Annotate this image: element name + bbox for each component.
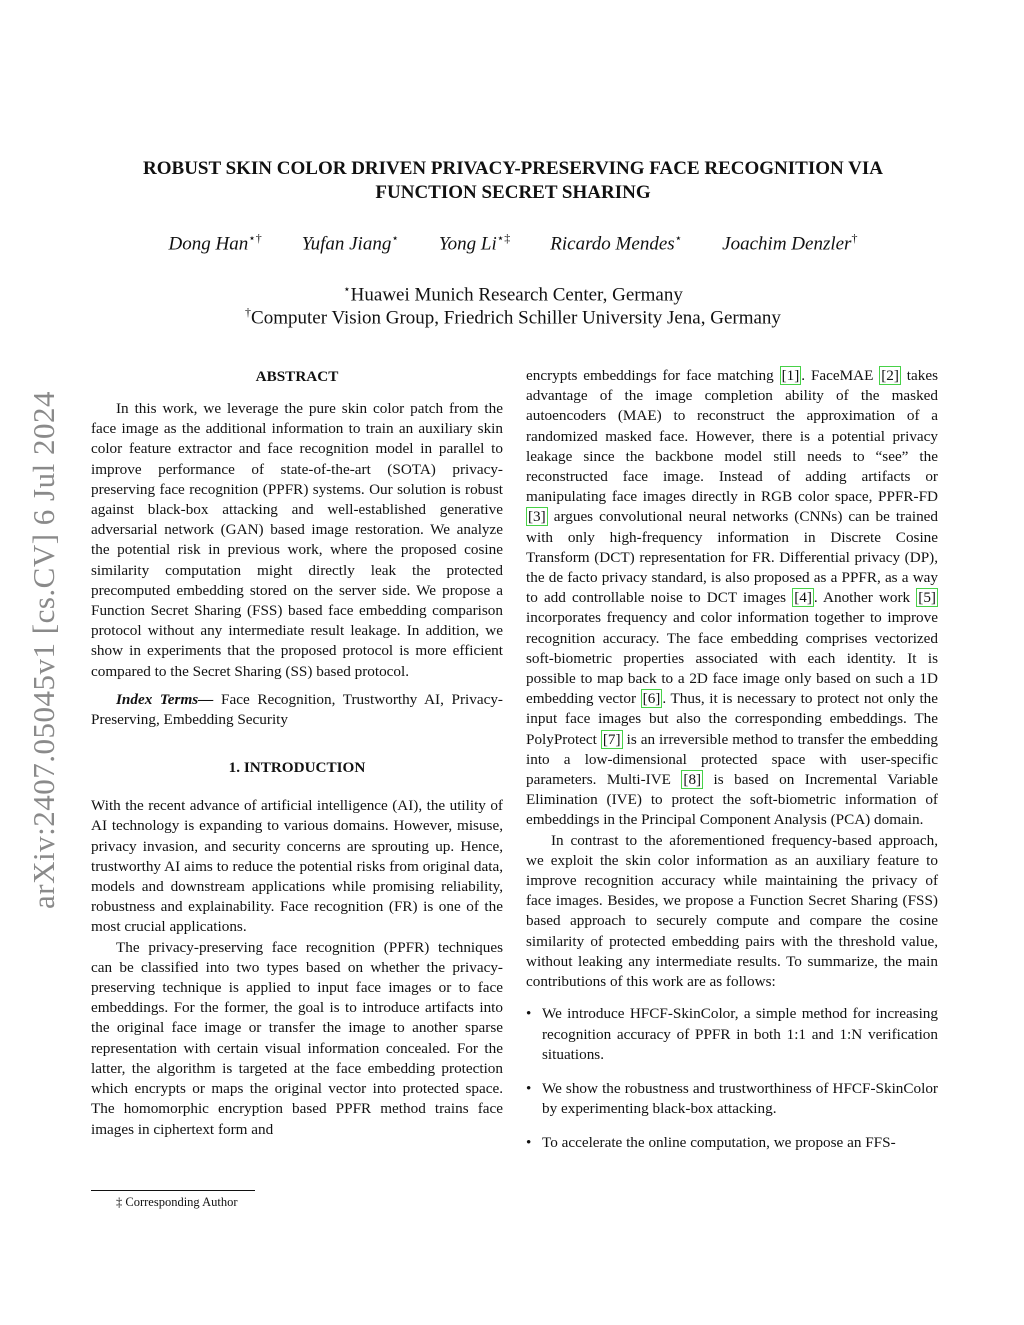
- intro-paragraph: In contrast to the aforementioned frequency-based approach, we exploit the skin color information as an auxiliary feature to improve recognition accuracy while maintaining the privacy of face images. Besides, we propose a Function Secret Sharing (FSS) based approach to securely compute and compare the cosine similarity of protected embedding pairs with the threshold value, without leaking any intermediate results. To summarize, the main contributions of this work are as follows:: [526, 831, 938, 991]
- introduction-heading: 1. INTRODUCTION: [228, 759, 366, 777]
- index-terms-label: Index Terms—: [116, 690, 214, 708]
- citation-link[interactable]: [7]: [602, 730, 621, 748]
- author: Ricardo Mendes⋆: [550, 231, 683, 255]
- left-column: [91, 366, 503, 1140]
- citation-link[interactable]: [3]: [528, 508, 546, 526]
- intro-paragraph: encrypts embeddings for face matching [1] . FaceMAE [2] takes advantage of the image completion ability of the masked autoencoders (MAE) to reconstruct the approximation of a randomized masked face. However, there is a potential privacy leakage since the backbone model still needs to “see” the reconstructed face image. Instead of adding artifacts or manipulating face images directly in RGB color space, PPFR-FD [3] argues convolutional neural networks (CNNs) can be trained with only high-frequency information in Discrete Cosine Transform (DCT) representation for FR. Differential privacy (DP), the de facto privacy standard, is also proposed as a PPFR, as a way to add controllable noise to DCT images [4] . Another work [5] incorporates frequency and color information together to improve recognition accuracy. The face embedding comprises vectorized soft-biometric properties associated with each identity. It is possible to map back to a 2D face image only based on such a 1D embedding vector [6] . Thus, it is necessary to protect not only the input face images but also the corresponding embeddings. The PolyProtect [7] is an irreversible method to transfer the embedding into a low-dimensional protected space with user-specific parameters. Multi-IVE [8] is based on Incremental Variable Elimination (IVE) to protect the soft-biometric information of embeddings in the Principal Component Analysis (PCA) domain.: [526, 367, 939, 829]
- list-item: • To accelerate the online computation, we propose an FFS-: [526, 1133, 938, 1153]
- citation-link[interactable]: [6]: [642, 690, 661, 708]
- citation-link[interactable]: [4]: [794, 589, 812, 607]
- intro-paragraph: With the recent advance of artificial intelligence (AI), the utility of AI technology is expanding to various domains. However, misuse, privacy invasion, and security concerns are sprouting up. Hence, trustworthy AI aims to reduce the potential risks from original data, models and downstream applications while promising reliability, robustness and explainability. Face recognition (FR) is one of the most crucial applications.: [91, 797, 503, 936]
- affiliation-jena: †Computer Vision Group, Friedrich Schiller University Jena, Germany: [245, 305, 781, 329]
- citation-link[interactable]: [8]: [683, 771, 702, 789]
- list-item: • We introduce HFCF-SkinColor, a simple method for increasing recognition accuracy of PPFR in both 1:1 and 1:N verification situations.: [526, 1004, 938, 1065]
- author: Yong Li⋆‡: [438, 231, 511, 255]
- author: Joachim Denzler†: [722, 231, 858, 255]
- arxiv-stamp: [0, 0, 70, 1325]
- right-column: [526, 366, 938, 1168]
- footnote: ‡ Corresponding Author: [116, 1195, 238, 1209]
- citation-link[interactable]: [2]: [881, 367, 899, 384]
- citation-link[interactable]: [5]: [918, 589, 936, 607]
- list-item: • We show the robustness and trustworthiness of HFCF-SkinColor by experimenting black-box attacking.: [526, 1079, 938, 1119]
- affiliation-huawei: ⋆Huawei Munich Research Center, Germany: [343, 282, 683, 306]
- arxiv-identifier: arXiv:2407.05045v1 [cs.CV] 6 Jul 2024: [26, 391, 61, 909]
- intro-paragraph: The privacy-preserving face recognition (PPFR) techniques can be classified into two types based on whether the privacy-preserving technique is applied to input face images or to face embeddings. For the former, the goal is to introduce artifacts into the original face image or transfer the image to another sparse representation with certain visual information concealed. For the latter, the algorithm is targeted at the face embedding protection which encrypts or maps the original vector into protected space. The homomorphic encryption based PPFR method trains face images in ciphertext form and: [91, 938, 503, 1138]
- abstract-heading: ABSTRACT: [255, 368, 339, 385]
- index-terms: Index Terms— Face Recognition, Trustworthy AI, Privacy-Preserving, Embedding Security: [91, 690, 503, 729]
- author-list: [100, 231, 926, 255]
- author: Yufan Jiang⋆: [301, 231, 399, 255]
- paper-title: ROBUST SKIN COLOR DRIVEN PRIVACY-PRESERVING FACE RECOGNITION VIA FUNCTION SECRET SHARING: [143, 158, 883, 203]
- footnote-rule: [91, 1190, 255, 1191]
- author: Dong Han⋆†: [168, 231, 262, 255]
- citation-link[interactable]: [1]: [781, 367, 800, 384]
- abstract-body: In this work, we leverage the pure skin color patch from the face image as the additional information to train an auxiliary skin color feature extractor and face recognition model in parallel to improve performance of state-of-the-art (SOTA) privacy-preserving face recognition (PPFR) systems. Our solution is robust against black-box attacking and well-established generative adversarial network (GAN) based image restoration. We analyze the potential risk in previous work, where the proposed cosine similarity computation might directly leak the protected precomputed embedding stored on the server side. We propose a Function Secret Sharing (FSS) based face embedding comparison protocol without any intermediate result leakage. In addition, we show in experiments that the proposed protocol is more efficient compared to the Secret Sharing (SS) based protocol.: [91, 400, 503, 680]
- contribution-list: [526, 1004, 938, 1153]
